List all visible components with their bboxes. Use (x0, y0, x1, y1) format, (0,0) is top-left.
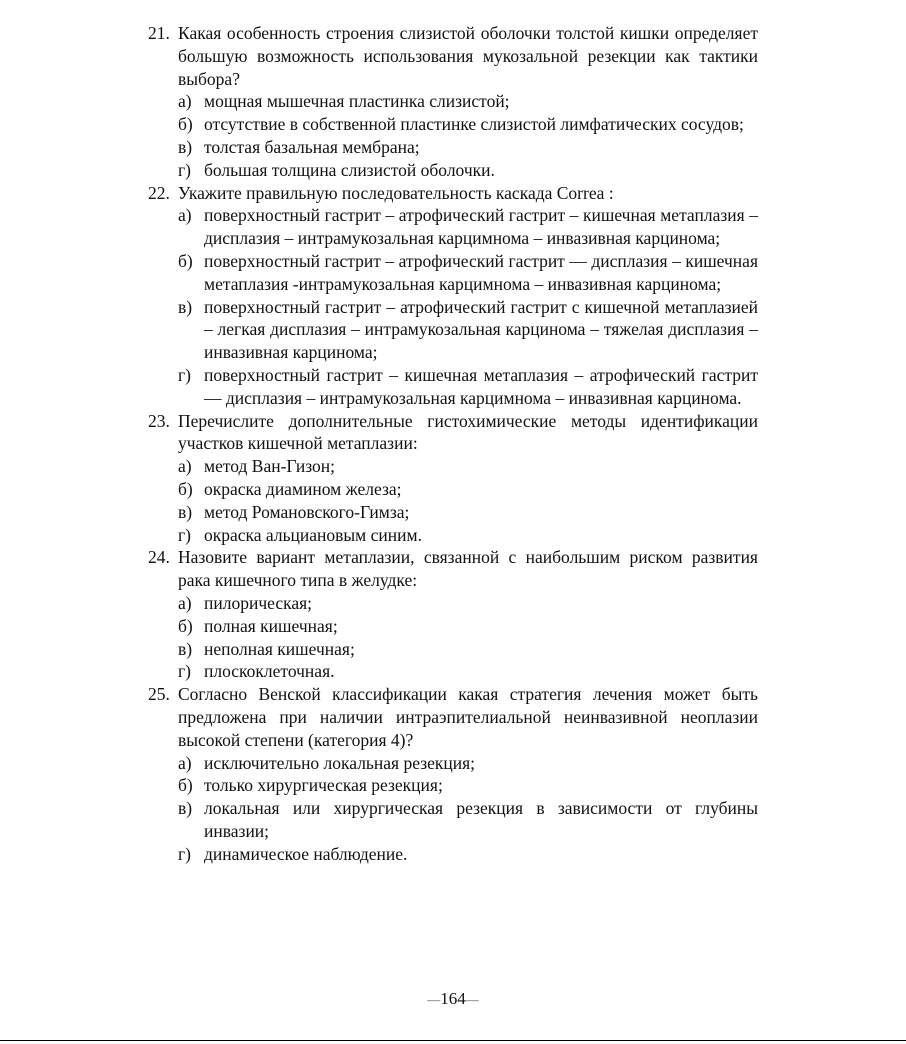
answer-options (148, 455, 758, 546)
answer-option (148, 113, 758, 136)
answer-letter: г) (178, 364, 192, 385)
answer-text: окраска диамином железа; (204, 478, 402, 499)
answer-text: поверхностный гастрит – кишечная метаплазия – атрофический гастрит — дисплазия – интрамукозальная карцимнома – инвазивная карцинома. (204, 364, 758, 408)
question-block (148, 22, 758, 182)
question-text (148, 182, 758, 205)
answer-option (148, 797, 758, 843)
answer-option (148, 615, 758, 638)
answer-letter: в) (178, 296, 193, 317)
answer-letter: в) (178, 798, 193, 819)
answer-letter: в) (178, 501, 193, 522)
answer-letter: в) (178, 638, 193, 659)
question-body: Назовите вариант метаплазии, связанной с наибольшим риском развития рака кишечного типа в желудке: (178, 547, 758, 591)
page-number (0, 989, 906, 1010)
question-text (148, 683, 758, 751)
answer-letter: б) (178, 114, 193, 135)
question-body: Согласно Венской классификации какая стратегия лечения может быть предложена при наличии интраэпителиальной неинвазивной неоплазии высокой степени (категория 4)? (178, 684, 758, 750)
answer-letter: г) (178, 843, 192, 864)
answer-letter: г) (178, 524, 192, 545)
answer-option (148, 774, 758, 797)
answer-options (148, 204, 758, 409)
answer-option (148, 843, 758, 866)
answer-option (148, 364, 758, 410)
answer-letter: б) (178, 478, 193, 499)
answer-text: метод Ван-Гизон; (204, 456, 336, 477)
answer-letter: а) (178, 456, 192, 477)
answer-option (148, 478, 758, 501)
page-number-right-dash: –– (465, 992, 479, 1007)
question-number: 21. (148, 23, 170, 43)
question-number: 25. (148, 684, 170, 705)
question-block (148, 546, 758, 683)
answer-option (148, 204, 758, 250)
answer-text: динамическое наблюдение. (204, 843, 408, 864)
question-number: 23. (148, 410, 170, 431)
answer-text: поверхностный гастрит – атрофический гастрит — дисплазия – кишечная метаплазия -интрамукозальная карцимнома – инвазивная карцинома; (204, 250, 758, 294)
answer-text: поверхностный гастрит – атрофический гастрит с кишечной метаплазией – легкая дисплазия – интрамукозальная карцинома – тяжелая дисплазия – инвазивная карцинома; (204, 296, 758, 363)
question-text (148, 546, 758, 592)
answer-option (148, 752, 758, 775)
answer-option (148, 296, 758, 364)
answer-text: исключительно локальная резекция; (204, 752, 476, 773)
answer-letter: б) (178, 250, 193, 271)
question-text (148, 22, 758, 90)
answer-options (148, 752, 758, 866)
answer-option (148, 660, 758, 683)
question-block (148, 182, 758, 410)
question-body: Укажите правильную последовательность каскада Correa : (178, 182, 614, 203)
answer-option (148, 250, 758, 296)
question-block (148, 683, 758, 865)
answer-options (148, 592, 758, 683)
answer-text: локальная или хирургическая резекция в зависимости от глубины инвазии; (204, 798, 758, 841)
answer-text: окраска альциановым синим. (204, 524, 422, 545)
answer-option (148, 455, 758, 478)
question-number: 22. (148, 182, 170, 203)
answer-text: метод Романовского-Гимза; (204, 501, 410, 522)
answer-letter: а) (178, 91, 192, 112)
answer-text: мощная мышечная пластинка слизистой; (204, 91, 510, 112)
answer-text: неполная кишечная; (204, 638, 355, 659)
answer-text: большая толщина слизистой оболочки. (204, 159, 495, 180)
answer-option (148, 524, 758, 547)
answer-letter: а) (178, 205, 192, 226)
question-body: Какая особенность строения слизистой оболочки толстой кишки определяет большую возможность использования мукозальной резекции как тактики выбора? (178, 23, 758, 89)
answer-text: плоскоклеточная. (204, 661, 335, 682)
answer-letter: в) (178, 136, 193, 157)
answer-option (148, 90, 758, 113)
answer-letter: а) (178, 752, 192, 773)
answer-letter: г) (178, 159, 192, 180)
answer-letter: б) (178, 615, 193, 636)
bottom-rule (0, 1040, 906, 1041)
answer-option (148, 592, 758, 615)
answer-options (148, 90, 758, 181)
answer-text: толстая базальная мембрана; (204, 136, 420, 157)
page-number-left-dash: –– (427, 992, 441, 1007)
answer-text: только хирургическая резекция; (204, 775, 443, 796)
question-number: 24. (148, 547, 170, 568)
answer-text: поверхностный гастрит – атрофический гастрит – кишечная метаплазия – дисплазия – интрамукозальная карцимнома – инвазивная карцинома; (204, 205, 758, 249)
question-list (148, 22, 758, 865)
page-number-value: 164 (440, 989, 466, 1008)
question-block (148, 410, 758, 547)
answer-option (148, 501, 758, 524)
answer-option (148, 638, 758, 661)
answer-letter: г) (178, 661, 192, 682)
question-text (148, 410, 758, 456)
answer-option (148, 136, 758, 159)
answer-letter: а) (178, 592, 192, 613)
answer-text: отсутствие в собственной пластинке слизистой лимфатических сосудов; (204, 114, 744, 135)
answer-letter: б) (178, 775, 193, 796)
answer-option (148, 159, 758, 182)
answer-text: пилорическая; (204, 592, 313, 613)
question-body: Перечислите дополнительные гистохимические методы идентификации участков кишечной метаплазии: (178, 410, 758, 454)
answer-text: полная кишечная; (204, 615, 338, 636)
